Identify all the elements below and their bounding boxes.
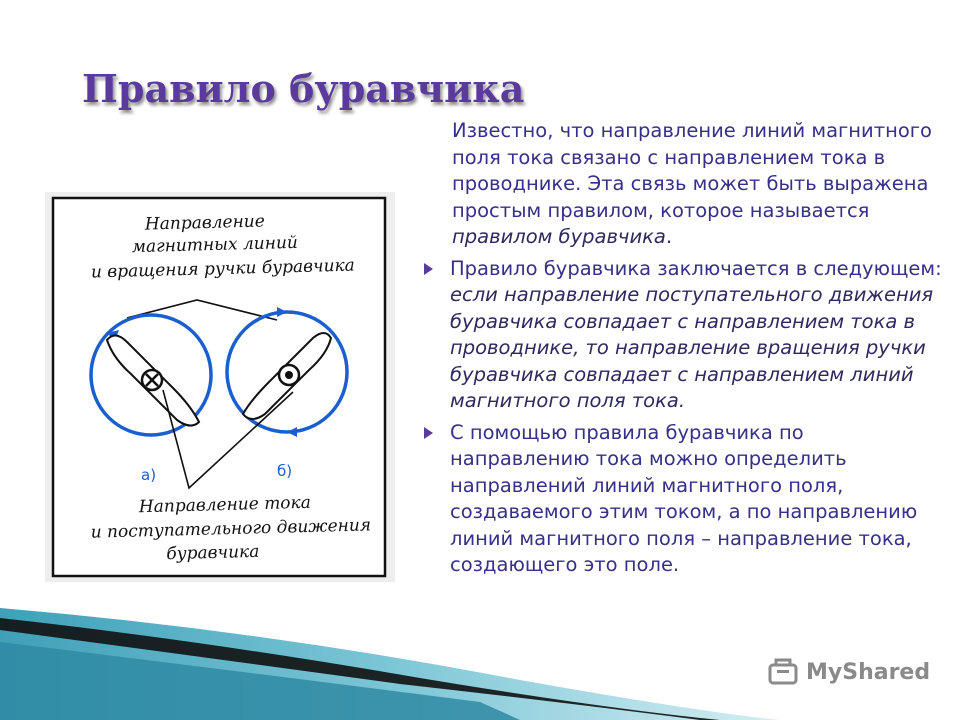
top-label-line-2: магнитных линий: [131, 232, 299, 258]
bottom-label-line-3: буравчика: [166, 541, 260, 565]
top-label-line-1: Направление: [144, 211, 266, 235]
paragraph-rule-lead: Правило буравчика заключается в следующем:: [450, 256, 942, 280]
paragraph-intro-italic: правилом буравчика: [452, 225, 666, 248]
gimlet-rule-diagram: [45, 192, 395, 582]
paragraph-intro: [424, 118, 944, 251]
top-label-line-3: и вращения ручки буравчика: [90, 255, 356, 283]
myshared-logo-icon: [768, 657, 800, 687]
paragraph-intro-tail: .: [665, 225, 673, 248]
label-b: б): [277, 462, 293, 480]
label-a: а): [141, 466, 157, 484]
bullet-icon: [424, 263, 433, 275]
bottom-label-line-1: Направление тока: [138, 492, 312, 518]
paragraph-usage: [424, 420, 944, 579]
paragraph-usage-lead: С помощью правила буравчика по направлению тока можно определить направлений линий магнитного поля, создаваемого этим током, а по направлению линий магнитного поля – направление тока, создающего это поле.: [450, 420, 918, 576]
slide-title: Правило буравчика: [82, 66, 525, 111]
footer-wave-decoration: [0, 590, 960, 720]
bottom-label-line-2: и поступательного движения: [90, 515, 372, 543]
watermark: [768, 657, 930, 687]
paragraph-intro-lead: Известно, что направление линий магнитного поля тока связано с направлением тока в проводнике. Эта связь может быть выражена простым правилом, которое называется: [452, 119, 932, 222]
slide-text: [424, 118, 944, 584]
diagram-svg: [45, 192, 395, 582]
bullet-icon: [424, 427, 433, 439]
paragraph-rule: [424, 256, 944, 415]
paragraph-rule-italic: если направление поступательного движения буравчика совпадает с направлением тока в проводнике, то направление вращения ручки буравчика совпадает с направлением линий магнитного поля тока.: [450, 283, 934, 412]
watermark-text: MyShared: [806, 659, 931, 685]
